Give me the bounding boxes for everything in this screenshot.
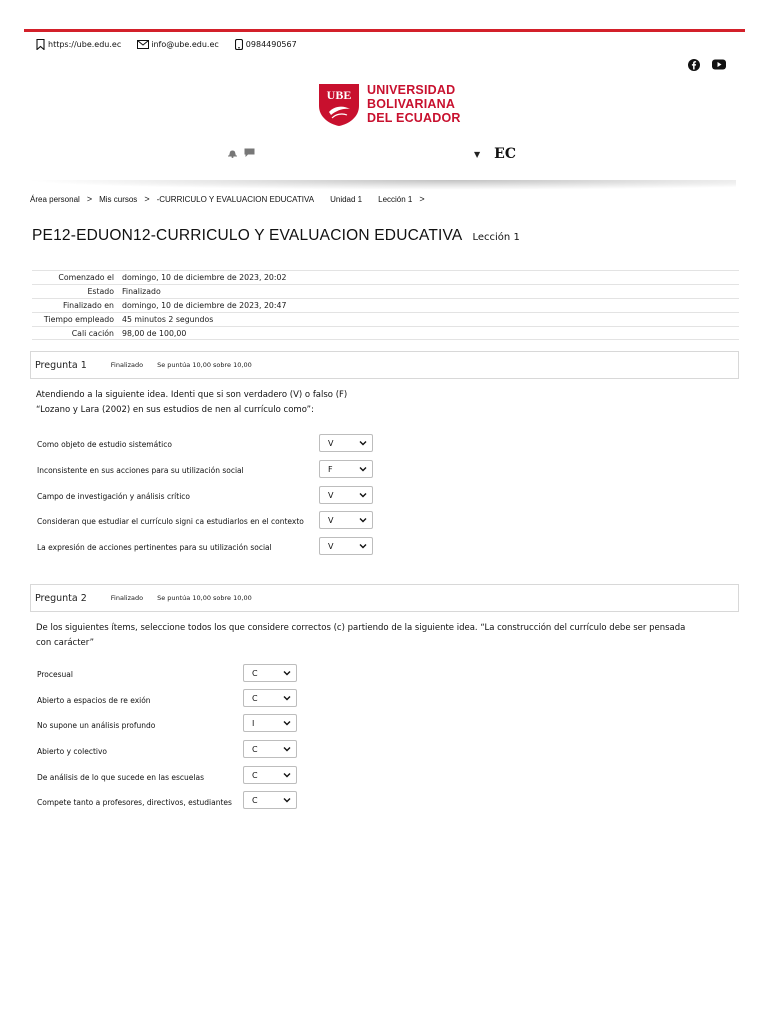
ube-logo[interactable]	[317, 82, 461, 126]
question-number-value: 2	[80, 592, 87, 604]
question-status: Finalizado	[110, 594, 144, 602]
summary-value: domingo, 10 de diciembre de 2023, 20:02	[122, 273, 287, 282]
notification-bell-icon[interactable]	[227, 148, 238, 158]
q2-item-5-text: De análisis de lo que sucede en las escuelas	[37, 773, 204, 782]
selected-value: V	[328, 541, 334, 551]
summary-value: 98,00 de 100,00	[122, 328, 187, 338]
q1-item-5-text: La expresión de acciones pertinentes para su utilización social	[37, 543, 272, 552]
chevron-down-icon	[283, 771, 291, 779]
breadcrumb	[30, 194, 432, 204]
breadcrumb-item-mis-cursos[interactable]: Mis cursos	[99, 194, 138, 204]
website-text: https://ube.edu.ec	[48, 40, 122, 49]
mail-icon	[137, 40, 149, 49]
nav-icons	[227, 148, 255, 158]
svg-text:UBE: UBE	[326, 88, 352, 102]
q1-item-3-text: Campo de investigación y análisis crítico	[37, 492, 190, 501]
chevron-down-icon	[283, 719, 291, 727]
q1-item-3-select[interactable]	[319, 486, 373, 504]
q1-item-4-select[interactable]	[319, 511, 373, 529]
summary-label: Finalizado en	[63, 301, 114, 310]
selected-value: I	[252, 718, 255, 728]
email-link[interactable]	[137, 40, 219, 49]
bookmark-icon	[36, 39, 45, 50]
header-divider	[24, 180, 736, 190]
breadcrumb-item-area-personal[interactable]: Área personal	[30, 194, 80, 204]
summary-row	[32, 270, 739, 284]
question-status: Finalizado	[110, 361, 144, 369]
q1-item-2-select[interactable]	[319, 460, 373, 478]
summary-label: Comenzado el	[58, 273, 114, 282]
q1-item-1-select[interactable]	[319, 434, 373, 452]
summary-value: domingo, 10 de diciembre de 2023, 20:47	[122, 301, 287, 310]
question-number	[35, 360, 87, 371]
q2-item-3-text: No supone un análisis profundo	[37, 721, 156, 730]
summary-row	[32, 284, 739, 298]
q1-item-4-text: Consideran que estudiar el currículo signi ca estudiarlos en el contexto	[37, 517, 304, 526]
university-name-line-3: DEL ECUADOR	[367, 111, 461, 125]
question-2-text	[36, 621, 736, 651]
q2-item-2-select[interactable]	[243, 689, 297, 707]
q2-item-4-select[interactable]	[243, 740, 297, 758]
q2-item-6-select[interactable]	[243, 791, 297, 809]
chevron-down-icon	[359, 439, 367, 447]
phone-text: 0984490567	[245, 40, 297, 49]
selected-value: C	[252, 795, 258, 805]
attempt-summary-table	[32, 270, 739, 340]
selected-value: C	[252, 770, 258, 780]
question-number	[35, 593, 87, 604]
selected-value: F	[328, 464, 333, 474]
chevron-down-icon	[283, 745, 291, 753]
website-link[interactable]	[36, 39, 121, 50]
university-name-line-2: BOLIVARIANA	[367, 97, 456, 111]
course-title: PE12-EDUON12-CURRICULO Y EVALUACION EDUCATIVA	[32, 227, 463, 244]
selected-value: V	[328, 515, 334, 525]
youtube-icon[interactable]	[712, 59, 726, 70]
social-links	[688, 59, 726, 71]
chevron-down-icon	[283, 694, 291, 702]
question-text-line: De los siguientes ítems, seleccione todos los que considere correctos (c) partiendo de la siguiente idea. “La construcción del currículo debe ser pensada	[36, 623, 686, 633]
chevron-down-icon	[359, 516, 367, 524]
q1-item-1-text: Como objeto de estudio sistemático	[37, 440, 172, 449]
summary-row	[32, 298, 739, 312]
question-grade: Se puntúa 10,00 sobre 10,00	[157, 361, 252, 369]
summary-label: Estado	[87, 287, 114, 296]
top-accent-line	[24, 29, 745, 32]
chat-bubble-icon[interactable]	[244, 148, 255, 158]
selected-value: V	[328, 490, 334, 500]
question-text-line: con carácter”	[36, 638, 95, 648]
breadcrumb-separator-icon: >	[144, 194, 150, 204]
breadcrumb-item-unidad[interactable]: Unidad 1	[330, 194, 363, 204]
q2-item-2-text: Abierto a espacios de re exión	[37, 696, 151, 705]
page-title	[32, 227, 520, 245]
question-text-line: “Lozano y Lara (2002) en sus estudios de nen al currículo como”:	[36, 405, 314, 415]
question-grade: Se puntúa 10,00 sobre 10,00	[157, 594, 252, 602]
summary-row	[32, 326, 739, 340]
selected-value: C	[252, 744, 258, 754]
question-1-info	[30, 351, 739, 379]
chevron-down-icon	[359, 491, 367, 499]
selected-value: C	[252, 668, 258, 678]
contact-bar	[36, 39, 313, 50]
question-label: Pregunta	[35, 592, 78, 604]
summary-label: Cali cación	[71, 328, 114, 338]
summary-value: Finalizado	[122, 287, 161, 296]
selected-value: V	[328, 438, 334, 448]
q2-item-4-text: Abierto y colectivo	[37, 747, 107, 756]
email-text: info@ube.edu.ec	[151, 40, 219, 49]
facebook-icon[interactable]	[688, 59, 700, 71]
chevron-down-icon	[283, 796, 291, 804]
ube-shield-icon	[317, 82, 361, 126]
breadcrumb-item-course[interactable]: -CURRICULO Y EVALUACION EDUCATIVA	[156, 194, 315, 204]
breadcrumb-item-leccion[interactable]: Lección 1	[378, 194, 413, 204]
summary-value: 45 minutos 2 segundos	[122, 315, 214, 324]
q1-item-2-text: Inconsistente en sus acciones para su utilización social	[37, 466, 244, 475]
question-1-text	[36, 388, 736, 418]
question-number-value: 1	[80, 359, 87, 371]
question-2-info	[30, 584, 739, 612]
breadcrumb-separator-icon: >	[86, 194, 93, 204]
user-menu-area	[474, 146, 516, 162]
breadcrumb-separator-icon: >	[419, 194, 425, 204]
phone-icon	[235, 39, 243, 50]
summary-label: Tiempo empleado	[43, 315, 114, 324]
q2-item-3-select[interactable]	[243, 714, 297, 732]
question-text-line: Atendiendo a la siguiente idea. Identi que si son verdadero (V) o falso (F)	[36, 390, 348, 400]
q2-item-6-text: Compete tanto a profesores, directivos, estudiantes	[37, 798, 232, 807]
q2-item-1-select[interactable]	[243, 664, 297, 682]
chevron-down-icon	[359, 465, 367, 473]
university-name	[367, 83, 461, 125]
selected-value: C	[252, 693, 258, 703]
summary-row	[32, 312, 739, 326]
lesson-title: Lección 1	[472, 232, 520, 243]
language-selector[interactable]: EC	[494, 146, 516, 162]
q2-item-5-select[interactable]	[243, 766, 297, 784]
chevron-down-icon	[283, 669, 291, 677]
university-name-line-1: UNIVERSIDAD	[367, 83, 456, 97]
chevron-down-icon	[359, 542, 367, 550]
q1-item-5-select[interactable]	[319, 537, 373, 555]
q2-item-1-text: Procesual	[37, 670, 73, 679]
phone-link[interactable]	[235, 39, 297, 50]
user-menu-dropdown-icon[interactable]: ▼	[474, 149, 481, 159]
question-label: Pregunta	[35, 359, 78, 371]
